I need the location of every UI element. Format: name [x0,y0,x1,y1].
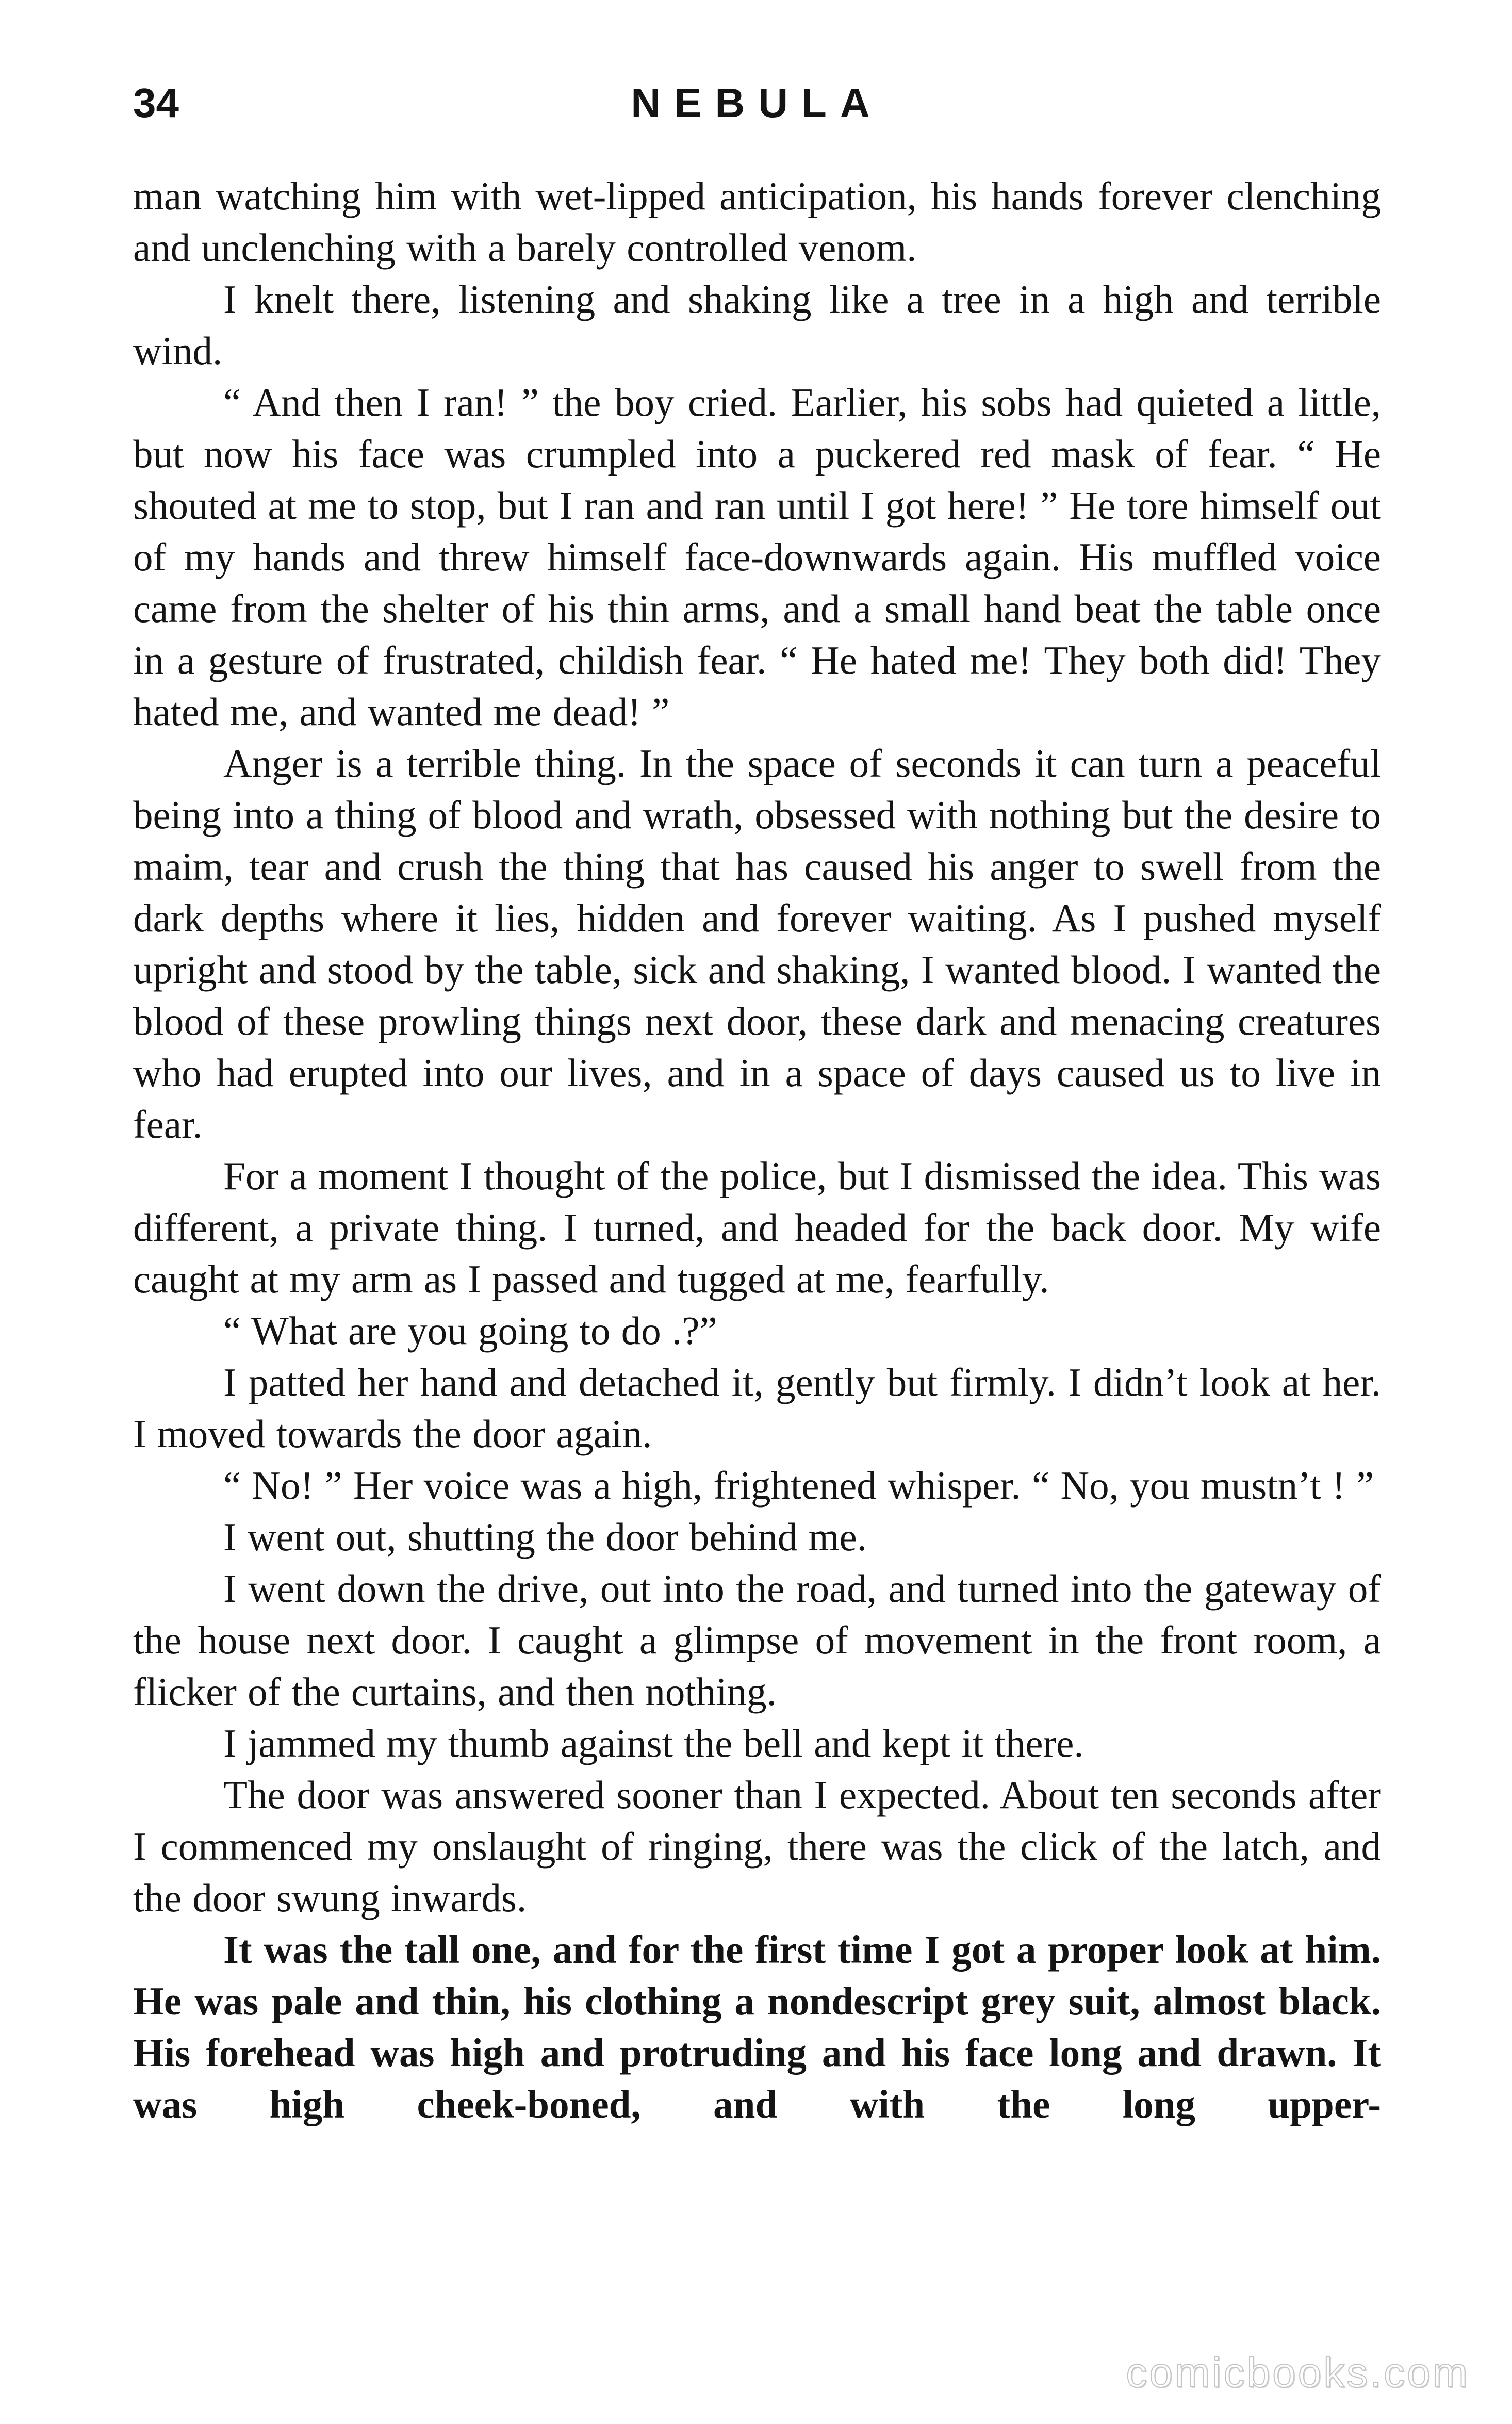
paragraph: “ No! ” Her voice was a high, frightened whisper. “ No, you mustn’t ! ” [223,1463,1374,1508]
paragraph: “ What are you going to do .?” [223,1308,717,1353]
paragraph: Anger is a terrible thing. In the space of seconds it can turn a peaceful being into a thing of blood and wrath, obsessed with nothing but the desire to maim, tear and crush the thing that has caused his anger to swell from the dark depths where it lies, hidden and forever waiting. As I pushed myself upright and stood by the table, sick and shaking, I wanted blood. I wanted the blood of these prowling things next door, these dark and menacing creatures who had erupted into our lives, and in a space of days caused us to live in fear. [133,741,1381,1147]
paragraph: The door was answered sooner than I expected. About ten seconds after I commenced my onslaught of ringing, there was the click of the latch, and the door swung inwards. [133,1773,1381,1920]
paragraph: I went down the drive, out into the road, and turned into the gateway of the house next door. I caught a glimpse of movement in the front room, a flicker of the curtains, and then nothing. [133,1566,1381,1714]
paragraph: “ And then I ran! ” the boy cried. Earlier, his sobs had quieted a little, but now his face was crumpled into a puckered red mask of fear. “ He shouted at me to stop, but I ran and ran until I got here! ” He tore himself out of my hands and threw himself face-downwards again. His muffled voice came from the shelter of his thin arms, and a small hand beat the table once in a gesture of frustrated, childish fear. “ He hated me! They both did! They hated me, and wanted me dead! ” [133,380,1381,734]
paragraph: For a moment I thought of the police, but I dismissed the idea. This was different, a private thing. I turned, and headed for the back door. My wife caught at my arm as I passed and tugged at me, fearfully. [133,1154,1381,1301]
paragraph: I went out, shutting the door behind me. [223,1515,867,1559]
running-title: NEBULA [631,80,883,126]
watermark: comicbooks.com [1126,2349,1470,2396]
page-number: 34 [133,80,179,126]
page-header [133,72,1381,134]
paragraph: I patted her hand and detached it, gently but firmly. I didn’t look at her. I moved towards the door again. [133,1360,1381,1456]
paragraph: man watching him with wet-lipped anticipation, his hands forever clenching and unclenching with a barely controlled venom. [133,174,1381,270]
paragraph: I jammed my thumb against the bell and kept it there. [223,1721,1084,1765]
text-body [133,170,1381,2130]
paragraph: I knelt there, listening and shaking like a tree in a high and terrible wind. [133,277,1381,373]
paragraph: It was the tall one, and for the first time I got a proper look at him. He was pale and thin, his clothing a nondescript grey suit, almost black. His forehead was high and protruding and his face long and drawn. It was high cheek-boned, and with the long upper- [133,1927,1381,2126]
